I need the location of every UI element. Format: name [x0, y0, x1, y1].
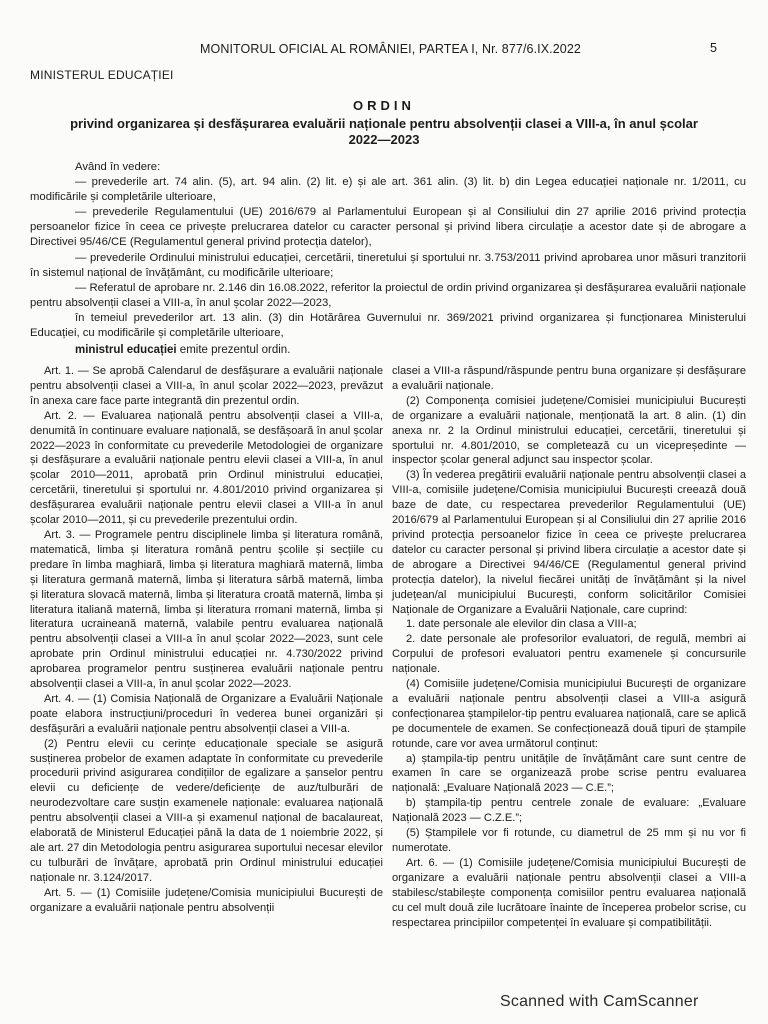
article-paragraph: Art. 1. — Se aprobă Calendarul de desfășurare a evaluării naționale pentru absolvenții clasei a VIII-a, în anul școlar 2022—2023, prevăzut în anexa care face parte integrantă din prezentul ordin.: [30, 365, 383, 407]
article-paragraph: 1. date personale ale elevilor din clasa a VIII-a;: [406, 618, 637, 631]
preamble-line: — Referatul de aprobare nr. 2.146 din 16.08.2022, referitor la proiectul de ordin privind organizarea și desfășurarea evaluării naționale pentru absolvenții clasei a VIII-a, în anul școlar 2022—2023,: [30, 281, 746, 309]
issuer-bold: ministrul educației: [75, 344, 177, 356]
issuing-ministry: MINISTERUL EDUCAȚIEI: [30, 68, 174, 82]
article-paragraph: Art. 6. — (1) Comisiile județene/Comisia municipiului București de organizare a evaluării naționale pentru absolvenții clasei a VIII-a stabilesc/stabilește componența comisiilor pentru evaluarea națională cu cel mult două zile lucrătoare înainte de începerea probelor scrise, cu respectarea principiilor competenței în evaluare și compatibilității.: [392, 856, 746, 929]
article-paragraph: b) ștampila-tip pentru centrele zonale de evaluare: „Evaluare Națională 2023 — C.Z.E.”;: [392, 797, 746, 825]
article-paragraph: Art. 2. — Evaluarea națională pentru absolvenții clasei a VIII-a, denumită în continuare evaluare națională, se desfășoară în anul școlar 2022—2023 în conformitate cu prevederile Metodologiei de organizare și desfășurare a evaluării naționale pentru elevii clasei a VIII-a, în anul școlar 2010—2011, aprobată prin Ordinul ministrului educației, cercetării, tineretului și sportului nr. 4.801/2010 privind organizarea și desfășurarea evaluării naționale pentru elevii clasei a VIII-a în anul școlar 2010—2011, și cu prevederile prezentului ordin.: [30, 409, 383, 527]
running-title: MONITORUL OFICIAL AL ROMÂNIEI, PARTEA I, Nr. 877/6.IX.2022: [200, 42, 581, 56]
preamble-line: Având în vedere:: [75, 161, 161, 173]
article-paragraph: (2) Pentru elevii cu cerințe educaționale speciale se asigură susținerea probelor de examen adaptate în conformitate cu prevederile procedurii privind asigurarea condițiilor de egalizare a șanselor pentru elevii cu deficiențe de vedere/deficiențe de auz/tulburări de neurodezvoltare care susțin examenele naționale: evaluarea națională pentru absolvenții clasei a VIII-a și examenul național de bacalaureat, elaborată de Ministerul Educației până la data de 1 noiembrie 2022, și ale art. 27 din Metodologia pentru asigurarea suportului necesar elevilor cu tulburări de învățare, aprobată prin Ordinul ministrului educației naționale nr. 3.124/2017.: [30, 737, 383, 884]
document-subtitle: privind organizarea și desfășurarea evaluării naționale pentru absolvenții clasei a VIII-a, în anul școlar 2022—2023: [70, 116, 698, 147]
right-column: [392, 364, 746, 930]
article-paragraph: (4) Comisiile județene/Comisia municipiului București de organizare a evaluării naționale pentru absolvenții clasei a VIII-a asigură confecționarea ștampilelor-tip pentru evaluarea națională, care se aplică pe documentele de examen. Se confecționează două tipuri de ștampile rotunde, care vor avea următorul conținut:: [392, 678, 746, 750]
article-paragraph: Art. 4. — (1) Comisia Națională de Organizare a Evaluării Naționale poate elabora instrucțiuni/proceduri în vederea bunei organizări și desfășurări a evaluării naționale pentru absolvenții clasei a VIII-a.: [30, 692, 383, 735]
article-paragraph: (2) Componența comisiei județene/Comisiei municipiului București de organizare a evaluării naționale, menționată la art. 8 alin. (1) din anexa nr. 2 la Ordinul ministrului educației, cercetării, tineretului și sportului nr. 4.801/2010, se completează cu un vicepreședinte — inspector școlar general adjunct sau inspector școlar.: [392, 394, 746, 467]
article-paragraph: clasei a VIII-a răspund/răspunde pentru buna organizare și desfășurare a evaluării naționale.: [392, 365, 746, 392]
page-number: 5: [710, 41, 717, 55]
article-paragraph: 2. date personale ale profesorilor evaluatori, de regulă, membri ai Corpului de profesori evaluatori pentru examenele și concursurile naționale.: [392, 633, 746, 676]
article-paragraph: a) ștampila-tip pentru unitățile de învățământ care sunt centre de examen în care se organizează probe scrise pentru evaluarea națională: „Evaluare Națională 2023 — C.E.”;: [392, 752, 746, 795]
article-paragraph: Art. 3. — Programele pentru disciplinele limba și literatura română, matematică, limba și literatura română pentru școlile și secțiile cu predare în limba maghiară, limba și literatura maghiară maternă, limba și literatura germană maternă, limba și literatura sârbă maternă, limba și literatura slovacă maternă, limba și literatura croată maternă, limba și literatura italiană maternă, limba și literatura rromani maternă, limba și literatura ucraineană maternă, valabile pentru evaluarea națională pentru absolvenții clasei a VIII-a în anul școlar 2022—2023, sunt cele aprobate prin Ordinul ministrului educației nr. 4.730/2022 privind aprobarea programelor pentru susținerea evaluării naționale pentru absolvenții clasei a VIII-a, în anul școlar 2022—2023.: [30, 528, 383, 691]
scanner-watermark: Scanned with CamScanner: [500, 993, 699, 1010]
article-paragraph: Art. 5. — (1) Comisiile județene/Comisia municipiului București de organizare a evaluării naționale pentru absolvenții: [30, 886, 383, 914]
preamble-line: în temeiul prevederilor art. 13 alin. (3) din Hotărârea Guvernului nr. 369/2021 privind organizarea și funcționarea Ministerului Educației, cu modificările și completările ulterioare,: [30, 311, 746, 340]
issuer-rest: emite prezentul ordin.: [176, 344, 291, 356]
preamble-line: — prevederile Regulamentului (UE) 2016/679 al Parlamentului European și al Consiliului din 27 aprilie 2016 privind protecția persoanelor fizice în ceea ce privește prelucrarea datelor cu caracter personal și privind libera circulație a acestor date și de abrogare a Directivei 95/46/CE (Regulamentul general privind protecția datelor),: [30, 206, 746, 249]
document-title: ORDIN: [353, 98, 415, 113]
preamble: [30, 160, 746, 341]
issuer-statement: [75, 344, 290, 356]
article-paragraph: (5) Ștampilele vor fi rotunde, cu diametrul de 25 mm și nu vor fi numerotate.: [392, 827, 746, 854]
article-paragraph: (3) În vederea pregătirii evaluării naționale pentru absolvenții clasei a VIII-a, comisiile județene/Comisia municipiului București creează două baze de date, cu respectarea prevederilor Regulamentului (UE) 2016/679 al Parlamentului European și al Consiliului din 27 aprilie 2016 privind protecția persoanelor fizice în ceea ce privește prelucrarea datelor cu caracter personal și privind libera circulație a acestor date și de abrogare a Directivei 94/46/CE (Regulamentul general privind protecția datelor), la nivelul fiecărei unități de învățământ și la nivel județean/al municipiului București, conform solicitărilor Comisiei Naționale de Organizare a Evaluării Naționale, care cuprind:: [392, 469, 746, 616]
preamble-line: — prevederile Ordinului ministrului educației, cercetării, tineretului și sportului nr. 3.753/2011 privind aprobarea unor măsuri tranzitorii în sistemul național de învățământ, cu modificările ulterioare;: [30, 251, 746, 279]
preamble-line: — prevederile art. 74 alin. (5), art. 94 alin. (2) lit. e) și ale art. 361 alin. (3) lit. b) din Legea educației naționale nr. 1/2011, cu modificările și completările ulterioare,: [30, 176, 746, 204]
left-column: [30, 364, 383, 916]
